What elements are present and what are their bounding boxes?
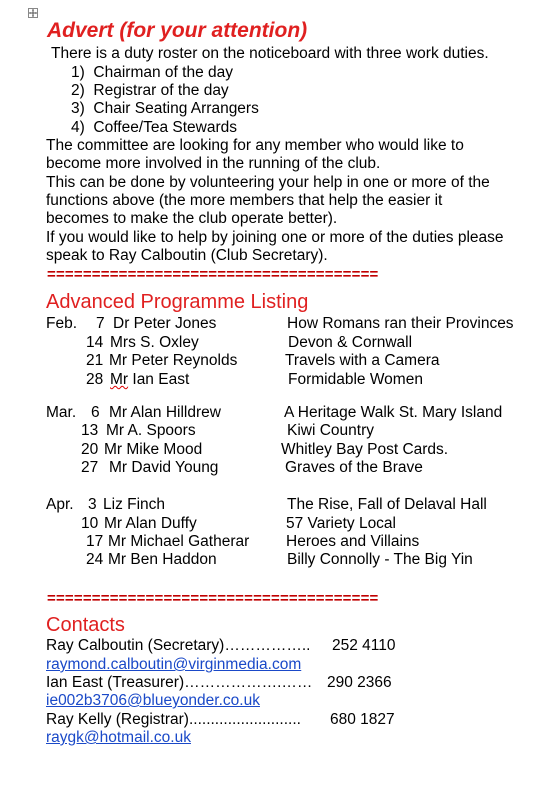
programme-speaker: Mr Michael Gatherar [108,533,250,550]
duty-number: 4) [71,119,85,136]
programme-topic: How Romans ran their Provinces [287,315,514,332]
duty-item [71,64,233,82]
contacts-title: Contacts [46,614,125,636]
paragraph-line: becomes to make the club operate better). [46,210,338,227]
programme-speaker: Mr A. Spoors [106,422,196,439]
programme-topic: The Rise, Fall of Delaval Hall [287,496,487,513]
programme-day: 21 [86,352,104,369]
duty-text: Registrar of the day [93,82,229,99]
programme-speaker: Dr Peter Jones [113,315,217,332]
programme-topic: Heroes and Villains [286,533,420,550]
contact-email-link[interactable]: raymond.calboutin@virginmedia.com [46,656,302,673]
paragraph-line: The committee are looking for any member who would like to [46,137,464,154]
programme-topic: Graves of the Brave [285,459,423,476]
contact-phone: 680 1827 [330,711,395,728]
duty-number: 1) [71,64,85,81]
paragraph-line: If you would like to help by joining one or more of the duties please [46,229,504,246]
programme-topic: 57 Variety Local [286,515,396,532]
contact-phone: 252 4110 [332,637,396,654]
contact-email-link[interactable]: raygk@hotmail.co.uk [46,729,191,746]
programme-month: Feb. [46,315,78,332]
programme-day: 6 [91,404,100,421]
programme-day: 10 [81,515,99,532]
duty-text: Coffee/Tea Stewards [93,119,238,136]
programme-day: 7 [96,315,105,332]
paragraph-line: become more involved in the running of the club. [46,155,381,172]
programme-day: 28 [86,371,104,388]
duty-number: 2) [71,82,85,99]
programme-month: Apr. [46,496,74,513]
programme-speaker: Liz Finch [103,496,166,513]
programme-day: 17 [86,533,104,550]
advert-title: Advert (for your attention) [47,19,308,42]
contact-phone: 290 2366 [327,674,392,691]
programme-speaker: Mr Peter Reynolds [109,352,238,369]
programme-speaker: Mr Ian East [110,371,190,388]
programme-topic: Travels with a Camera [285,352,440,369]
contact-name: Ray Kelly (Registrar).......................... [46,711,301,728]
duty-item [71,100,259,118]
programme-topic: Whitley Bay Post Cards. [281,441,449,458]
programme-day: 13 [81,422,99,439]
programme-day: 27 [81,459,99,476]
separator-line: ===================================== [47,590,379,607]
duty-text: Chairman of the day [93,64,233,81]
programme-day: 14 [86,334,104,351]
programme-day: 3 [88,496,97,513]
advert-intro: There is a duty roster on the noticeboard with three work duties. [51,45,489,62]
duty-number: 3) [71,100,85,117]
paragraph-line: This can be done by volunteering your help in one or more of the [46,174,490,191]
duty-text: Chair Seating Arrangers [93,100,259,117]
paragraph-line: speak to Ray Calboutin (Club Secretary). [46,247,328,264]
table-move-handle-icon[interactable] [28,8,38,18]
contact-name: Ray Calboutin (Secretary)…………….. [46,637,311,654]
programme-speaker: Mr Alan Duffy [104,515,197,532]
programme-topic: Kiwi Country [287,422,374,439]
programme-topic: Formidable Women [288,371,423,388]
programme-topic: A Heritage Walk St. Mary Island [284,404,503,421]
paragraph-line: functions above (the more members that help the easier it [46,192,443,209]
contact-email-link[interactable]: ie002b3706@blueyonder.co.uk [46,692,260,709]
duty-item [71,119,237,137]
programme-day: 24 [86,551,104,568]
programme-month: Mar. [46,404,77,421]
programme-speaker: Mr David Young [109,459,219,476]
programme-speaker: Mr Mike Mood [104,441,203,458]
programme-day: 20 [81,441,99,458]
programme-speaker: Mrs S. Oxley [110,334,199,351]
programme-speaker: Mr Ben Haddon [108,551,217,568]
duty-item [71,82,229,100]
programme-speaker: Mr Alan Hilldrew [109,404,221,421]
programme-topic: Devon & Cornwall [288,334,413,351]
programme-title: Advanced Programme Listing [46,291,309,313]
spelling-flag: Mr [110,371,129,388]
separator-line: ===================================== [47,266,379,283]
contact-name: Ian East (Treasurer)……………….…… [46,674,313,691]
programme-topic: Billy Connolly - The Big Yin [287,551,473,568]
